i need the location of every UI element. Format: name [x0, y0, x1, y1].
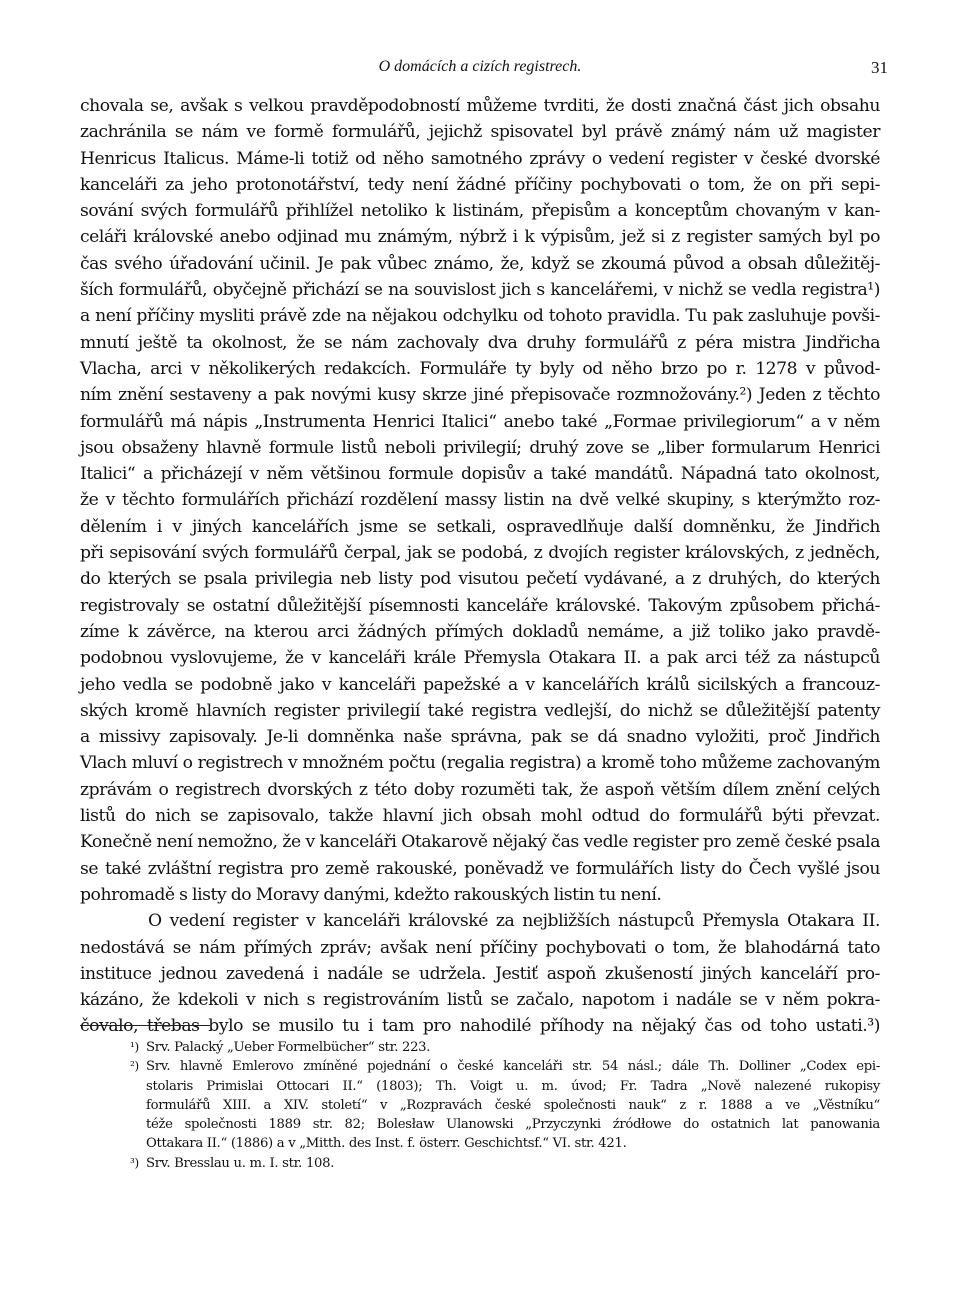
text-line: instituce jednou zavedená i nadále se udržela. Jestiť aspoň zkušeností jiných kanceláří pro- [80, 963, 880, 984]
footnote-line: Ottakara II.“ (1886) a v „Mitth. des Inst. f. österr. Geschichtsf.“ VI. str. 421. [146, 1136, 627, 1152]
text-line: zachránila se nám ve formě formulářů, jejichž spisovatel byl právě známý nám už magister [80, 122, 880, 143]
footnote-divider [80, 1025, 210, 1026]
text-line: Italici“ a přicházejí v něm většinou formule dopisův a také mandátů. Nápadná tato okolnost, [80, 464, 880, 485]
text-line: podobnou vyslovujeme, že v kanceláři krále Přemysla Otakara II. a pak arci též za nástupců [80, 648, 880, 669]
footnote-mark: ³) [130, 1155, 139, 1170]
text-line: mnutí ještě ta okolnost, že se nám zachovaly dva druhy formulářů z péra mistra Jindřicha [80, 332, 880, 353]
footnote-line: Srv. hlavně Emlerovo zmíněné pojednání o české kanceláři str. 54 násl.; dále Th. Dolliner „Codex epi- [146, 1059, 880, 1075]
text-line: ním znění sestaveny a pak novými kusy skrze jiné přepisovače rozmnožovány.²) Jeden z těchto [80, 385, 880, 406]
footnote-mark: ¹) [130, 1040, 139, 1054]
text-line: formulářů má nápis „Instrumenta Henrici Italici“ anebo také „Formae privilegiorum“ a v něm [80, 411, 880, 432]
text-line: kanceláři za jeho protonotářství, tedy není žádné příčiny pochybovati o tom, že on při sepi- [80, 174, 880, 195]
text-line: Henricus Italicus. Máme-li totiž od něho samotného zprávy o vedení register v české dvorské [80, 148, 880, 169]
text-line: Konečně není nemožno, že v kanceláři Otakarově nějaký čas vedle register pro země české psala [80, 832, 880, 853]
footnotes [80, 1038, 880, 1173]
running-title: O domácích a cizích registrech. [378, 58, 582, 75]
footnote [80, 1154, 880, 1173]
text-line: ších formulářů, obyčejně přichází se na souvislost jich s kancelářemi, v nichž se vedla registra¹) [80, 280, 880, 301]
text-line: celáři královské anebo odjinad mu známým, nýbrž i k výpisům, jež si z register samých byl po [80, 227, 880, 248]
page-header [80, 58, 888, 82]
text-line: jeho vedla se podobně jako v kanceláři papežské a v kancelářích králů sicilských a francouz- [80, 674, 880, 695]
text-line: nedostává se nám přímých zpráv; avšak není příčiny pochybovati o tom, že blahodárná tato [80, 937, 880, 958]
text-line: se také zvláštní registra pro země rakouské, poněvadž ve formulářích listy do Čech vyšlé jsou [80, 858, 880, 879]
text-line: čovalo, třebas bylo se musilo tu i tam pro nahodilé příhody na nějaký čas od toho ustati.³) [80, 1016, 880, 1037]
text-line: Vlach mluví o registrech v množném počtu (regalia registra) a kromě toho můžeme zachovaným [80, 753, 880, 774]
footnote-line: formulářů XIII. a XIV. století“ v „Rozpravách české společnosti nauk“ z r. 1888 a ve „Věstníku“ [146, 1097, 880, 1113]
footnote-mark: ²) [130, 1059, 139, 1074]
text-line: ských kromě hlavních register privilegií také registra vedlejší, do nichž se důležitější patenty [80, 700, 880, 721]
text-line: že v těchto formulářích přichází rozdělení massy listin na dvě velké skupiny, s kterýmžto roz- [80, 490, 880, 511]
text-line: registrovaly se ostatní důležitější písemnosti kanceláře královské. Takovým způsobem přichá- [80, 595, 880, 616]
text-line: listů do nich se zapisovalo, takže hlavní jich obsah mohl odtud do formulářů býti převzat. [80, 806, 880, 827]
footnote [80, 1038, 880, 1057]
text-line: a missivy zapisovaly. Je-li domněnka naše správna, pak se dá snadno vyložiti, proč Jindřich [80, 727, 880, 748]
text-line: Vlacha, arci v několikerých redakcích. Formuláře ty byly od něho brzo po r. 1278 v původ- [80, 358, 880, 379]
footnote [80, 1057, 880, 1153]
page-number: 31 [871, 58, 888, 77]
footnote-line: stolaris Primislai Ottocari II.“ (1803); Th. Voigt u. m. úvod; Fr. Tadra „Nově nalezené rukopisy [146, 1078, 880, 1094]
footnote-line: téže společnosti 1889 str. 82; Bolesław Ulanowski „Przyczynki źródłowe do ostatnich lat panowania [146, 1117, 880, 1133]
text-line: kázáno, že kdekoli v nich s registrováním listů se začalo, napotom i nadále se v něm pokra- [80, 990, 880, 1011]
text-line: chovala se, avšak s velkou pravděpodobností můžeme tvrditi, že dosti značná část jich obsahu [80, 96, 880, 116]
footnote-line: Srv. Bresslau u. m. I. str. 108. [146, 1155, 335, 1171]
text-line: O vedení register v kanceláři královské za nejbližších nástupců Přemysla Otakara II. [148, 911, 880, 932]
text-line: do kterých se psala privilegia neb listy pod visutou pečetí vydávané, a z druhých, do kterých [80, 569, 880, 590]
text-line: sování svých formulářů přihlížel netoliko k listinám, přepisům a konceptům chovaným v kan- [80, 201, 880, 222]
text-line: zíme k závěrce, na kterou arci žádných přímých dokladů nemáme, a již toliko jako pravdě- [80, 621, 880, 642]
text-line: jsou obsaženy hlavně formule listů neboli privilegií; druhý zove se „liber formularum Henrici [80, 437, 880, 458]
text-line: pohromadě s listy do Moravy danými, kdežto rakouských listin tu není. [80, 884, 662, 905]
text-line: zprávám o registrech dvorských z této doby rozuměti tak, že aspoň větším dílem znění celých [80, 779, 880, 800]
footnote-line: Srv. Palacký „Ueber Formelbücher“ str. 223. [146, 1040, 431, 1055]
text-line: čas svého úřadování učinil. Je pak vůbec známo, že, když se zkoumá původ a obsah důležitěj- [80, 253, 880, 274]
body-text [80, 93, 880, 1040]
text-line: a není příčiny mysliti právě zde na nějakou odchylku od tohoto pravidla. Tu pak zasluhuje povši- [80, 306, 880, 327]
text-line: dělením i v jiných kancelářích jsme se setkali, ospravedlňuje další domněnku, že Jindřich [80, 516, 880, 537]
text-line: při sepisování svých formulářů čerpal, jak se podobá, z dvojích register královských, z jedněch, [80, 543, 880, 564]
